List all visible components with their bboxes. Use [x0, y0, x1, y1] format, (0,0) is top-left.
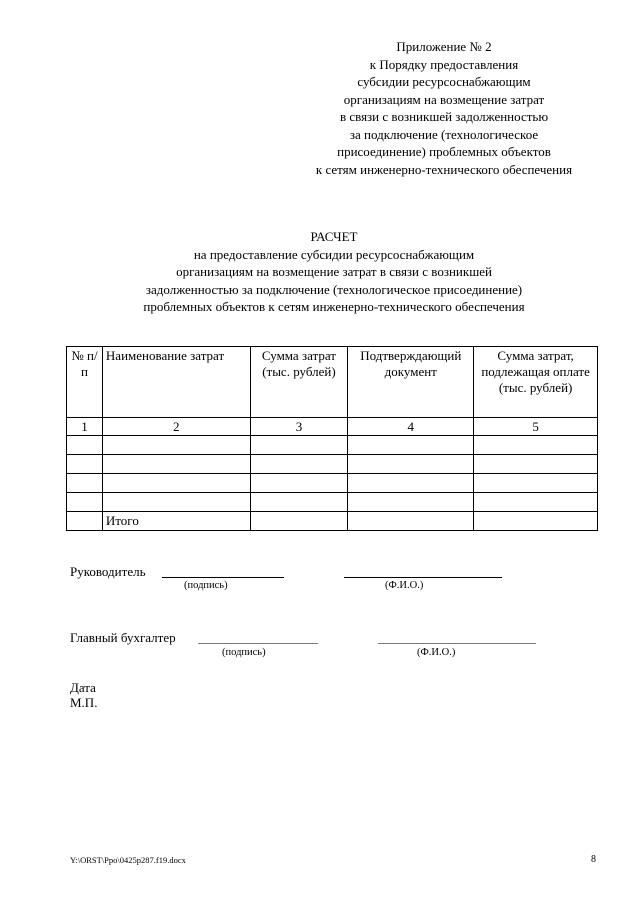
table-row — [67, 436, 598, 455]
calculation-subtitle-line: на предоставление субсидии ресурсоснабжающим — [193, 246, 475, 262]
table-cell[interactable] — [348, 512, 474, 531]
table-column-number-row — [67, 418, 598, 436]
table-cell[interactable] — [250, 512, 348, 531]
footer-file-path: Y:\ORST\Ppo\0425p287.f19.docx — [70, 855, 186, 865]
table-cell[interactable] — [67, 455, 103, 474]
table-cell[interactable] — [102, 455, 250, 474]
calculation-table — [66, 346, 598, 531]
appendix-line: субсидии ресурсоснабжающим — [357, 74, 531, 89]
table-header-row — [67, 347, 598, 418]
table-cell[interactable] — [348, 436, 474, 455]
date-label: Дата — [70, 680, 96, 695]
page-number: 8 — [591, 854, 596, 865]
accountant-name-caption: (Ф.И.О.) — [417, 647, 456, 658]
head-signature-caption: (подпись) — [184, 580, 228, 591]
appendix-line: к сетям инженерно-технического обеспечения — [315, 161, 573, 177]
column-number: 4 — [348, 418, 474, 436]
appendix-line: за подключение (технологическое — [349, 126, 539, 142]
appendix-line: Приложение № 2 — [396, 39, 492, 54]
appendix-line: к Порядку предоставления — [369, 56, 519, 72]
head-signature-line[interactable] — [162, 577, 284, 578]
table-cell[interactable] — [474, 512, 598, 531]
calculation-subtitle-line: задолженностью за подключение (технологическое присоединение) — [145, 281, 523, 297]
table-cell[interactable] — [348, 474, 474, 493]
head-name-caption: (Ф.И.О.) — [385, 580, 424, 591]
table-cell[interactable] — [102, 436, 250, 455]
appendix-line: присоединение) проблемных объектов — [337, 144, 551, 159]
appendix-line: организациям на возмещение затрат — [343, 91, 545, 107]
column-header-expense-amount: Сумма затрат (тыс. рублей) — [250, 347, 348, 418]
chief-accountant-label: Главный бухгалтер — [70, 630, 176, 645]
table-row — [67, 493, 598, 512]
table-cell[interactable] — [250, 455, 348, 474]
column-number: 5 — [474, 418, 598, 436]
table-cell[interactable] — [474, 436, 598, 455]
appendix-line: в связи с возникшей задолженностью — [339, 109, 549, 124]
column-header-number: № п/п — [67, 347, 103, 418]
table-cell[interactable] — [250, 474, 348, 493]
accountant-name-line[interactable] — [378, 643, 536, 644]
calculation-subtitle-line: организациям на возмещение затрат в связи с возникшей — [176, 264, 492, 279]
table-row — [67, 474, 598, 493]
column-header-amount-payable: Сумма затрат, подлежащая оплате (тыс. рублей) — [474, 347, 598, 418]
head-name-line[interactable] — [344, 577, 502, 578]
column-header-supporting-document: Подтверждающий документ — [348, 347, 474, 418]
table-cell[interactable] — [67, 493, 103, 512]
table-cell[interactable] — [474, 455, 598, 474]
table-row — [67, 455, 598, 474]
table-cell[interactable] — [348, 493, 474, 512]
calculation-subtitle-line: проблемных объектов к сетям инженерно-технического обеспечения — [143, 299, 525, 314]
column-number: 3 — [250, 418, 348, 436]
table-cell[interactable] — [67, 512, 103, 531]
table-cell[interactable] — [474, 493, 598, 512]
stamp-label: М.П. — [70, 695, 98, 710]
head-label: Руководитель — [70, 564, 146, 579]
table-cell[interactable] — [102, 474, 250, 493]
appendix-header — [294, 38, 594, 178]
accountant-signature-line[interactable] — [198, 643, 318, 644]
column-number: 2 — [102, 418, 250, 436]
table-cell[interactable] — [67, 436, 103, 455]
table-cell[interactable] — [250, 436, 348, 455]
table-cell[interactable] — [102, 493, 250, 512]
table-total-row — [67, 512, 598, 531]
total-label: Итого — [102, 512, 250, 531]
table-cell[interactable] — [348, 455, 474, 474]
column-header-expense-name: Наименование затрат — [102, 347, 250, 418]
table-cell[interactable] — [250, 493, 348, 512]
accountant-signature-caption: (подпись) — [222, 647, 266, 658]
table-cell[interactable] — [474, 474, 598, 493]
calculation-heading: РАСЧЕТ — [310, 229, 358, 244]
calculation-title — [60, 228, 608, 316]
table-cell[interactable] — [67, 474, 103, 493]
column-number: 1 — [67, 418, 103, 436]
